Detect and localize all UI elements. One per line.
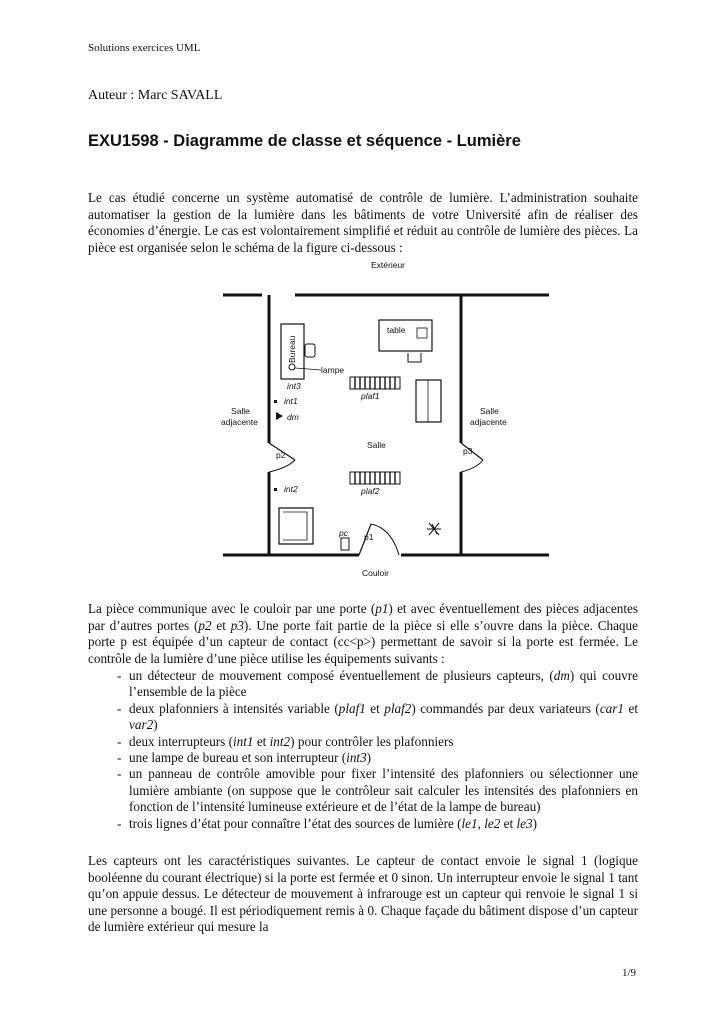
document-title: EXU1598 - Diagramme de classe et séquence - Lumière bbox=[88, 132, 521, 150]
list-item: - un détecteur de mouvement composé éventuellement de plusieurs capteurs, (dm) qui couvre l’ensemble de la pièce bbox=[117, 668, 638, 700]
pc-label: pc bbox=[339, 528, 348, 538]
plaf2-label: plaf2 bbox=[361, 486, 380, 496]
salle-adjacente-right-2: adjacente bbox=[470, 417, 507, 427]
couloir-label: Couloir bbox=[362, 568, 389, 578]
intro-paragraph: Le cas étudié concerne un système automatisé de contrôle de lumière. L’administration souhaite automatiser la gestion de la lumière dans les bâtiments de votre Université afin de réaliser des économies d’énergie. Le cas est volontairement simplifié et réduit au contrôle de lumière des pièces. La pièce est organisée selon le schéma de la figure ci-dessous : bbox=[88, 190, 638, 255]
int1-label: int1 bbox=[284, 396, 298, 406]
p2-label: p2 bbox=[276, 450, 286, 460]
room-floor-plan bbox=[221, 256, 551, 582]
p3-label: p3 bbox=[463, 446, 473, 456]
list-item: - une lampe de bureau et son interrupteur (int3) bbox=[117, 750, 372, 766]
bureau-label: Bureau bbox=[287, 335, 297, 363]
rooms-paragraph: La pièce communique avec le couloir par une porte (p1) et avec éventuellement des pièces adjacentes par d’autres portes (p2 et p3). Une porte fait partie de la pièce si elle s’ouvre dans la pièce. Chaque porte p est équipée d’un capteur de contact (cc<p>) permettant de savoir si la porte est fermée. Le contrôle de la lumière d’une pièce utilise les équipements suivants : bbox=[88, 601, 638, 666]
int2-label: int2 bbox=[284, 484, 298, 494]
int1-switch-marker bbox=[274, 400, 277, 403]
equipment-list bbox=[88, 668, 638, 832]
exterieur-label: Extérieur bbox=[371, 260, 406, 270]
list-item: - deux plafonniers à intensités variable (plaf1 et plaf2) commandés par deux variateurs (car1 et var2) bbox=[117, 700, 638, 733]
page-number: 1/9 bbox=[621, 967, 636, 979]
sensors-paragraph: Les capteurs ont les caractéristiques suivantes. Le capteur de contact envoie le signal 1 (logique booléenne du courant électrique) si la porte est fermée et 0 sinon. Un interrupteur envoie le signal 1 tant qu’on appuie dessus. Le détecteur de mouvement à infrarouge est un capteur qui renvoie le signal 1 si une personne a bougé. Il est périodiquement remis à 0. Chaque façade du bâtiment dispose d’un capteur de lumière extérieur qui mesure la bbox=[88, 853, 638, 935]
p1-label: p1 bbox=[364, 532, 374, 542]
dm-label: dm bbox=[287, 412, 299, 422]
int2-switch-marker bbox=[274, 488, 277, 491]
running-header: Solutions exercices UML bbox=[88, 42, 201, 54]
salle-label: Salle bbox=[367, 440, 386, 450]
lampe-label: lampe bbox=[321, 365, 345, 375]
list-item: - un panneau de contrôle amovible pour fixer l’intensité des plafonniers ou sélectionner une lumière ambiante (on suppose que le contrôleur sait calculer les intensités des plafonniers en fonction de l’intensité lumineuse extérieure et de l’état de la lampe de bureau) bbox=[117, 766, 638, 815]
dm-sensor-marker bbox=[276, 412, 283, 420]
author-line: Auteur : Marc SAVALL bbox=[88, 88, 223, 103]
salle-adjacente-left-1: Salle bbox=[231, 406, 250, 416]
plaf1-label: plaf1 bbox=[361, 391, 380, 401]
list-item: - deux interrupteurs (int1 et int2) pour contrôler les plafonniers bbox=[117, 733, 454, 749]
salle-adjacente-left-2: adjacente bbox=[221, 417, 258, 427]
int3-label: int3 bbox=[287, 381, 301, 391]
list-item: - trois lignes d’état pour connaître l’état des sources de lumière (le1, le2 et le3) bbox=[117, 815, 538, 831]
table-label: table bbox=[387, 325, 406, 335]
salle-adjacente-right-1: Salle bbox=[480, 406, 499, 416]
